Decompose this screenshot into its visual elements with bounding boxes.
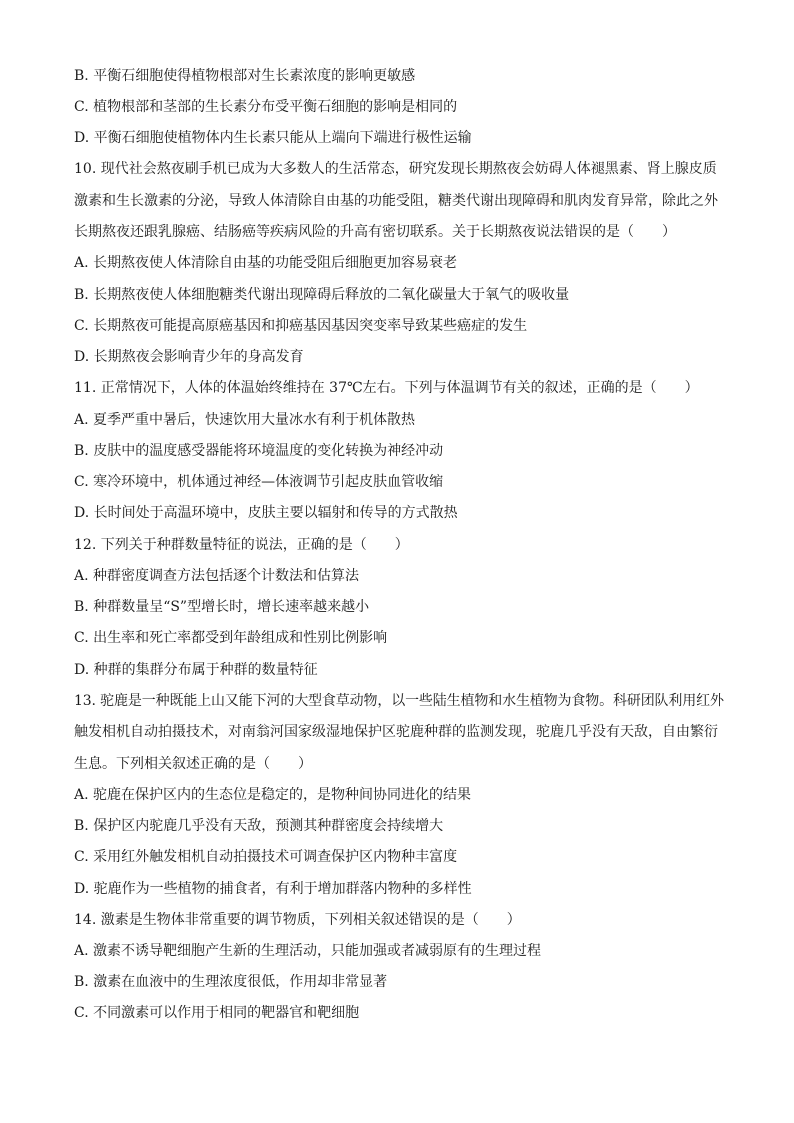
text-line: D. 长时间处于高温环境中，皮肤主要以辐射和传导的方式散热 (74, 505, 458, 521)
text-line: C. 长期熬夜可能提高原癌基因和抑癌基因基因突变率导致某些癌症的发生 (74, 318, 528, 334)
text-line: 激素和生长激素的分泌，导致人体清除自由基的功能受阻，糖类代谢出现障碍和肌肉发育异常，除此之外 (74, 193, 718, 209)
text-line: C. 植物根部和茎部的生长素分布受平衡石细胞的影响是相同的 (74, 99, 458, 115)
text-line: 触发相机自动拍摄技术，对南翁河国家级湿地保护区驼鹿种群的监测发现，驼鹿几乎没有天敌，自由繁衍 (74, 724, 718, 740)
text-line: C. 寒冷环境中，机体通过神经—体液调节引起皮肤血管收缩 (74, 474, 444, 490)
text-line: 10. 现代社会熬夜刷手机已成为大多数人的生活常态，研究发现长期熬夜会妨碍人体褪黑素、肾上腺皮质 (74, 161, 717, 177)
text-line: B. 皮肤中的温度感受器能将环境温度的变化转换为神经冲动 (74, 443, 444, 459)
text-line: 14. 激素是生物体非常重要的调节物质，下列相关叙述错误的是（ ） (74, 912, 521, 928)
text-line: A. 夏季严重中暑后，快速饮用大量冰水有利于机体散热 (74, 412, 416, 428)
text-line: D. 平衡石细胞使植物体内生长素只能从上端向下端进行极性运输 (74, 130, 472, 146)
text-line: A. 种群密度调查方法包括逐个计数法和估算法 (74, 568, 360, 584)
text-line: B. 保护区内驼鹿几乎没有天敌，预测其种群密度会持续增大 (74, 818, 444, 834)
text-line: 12. 下列关于种群数量特征的说法，正确的是（ ） (74, 537, 409, 553)
text-line: 11. 正常情况下，人体的体温始终维持在 37℃左右。下列与体温调节有关的叙述，正确的是（ ） (74, 380, 699, 396)
text-line: C. 不同激素可以作用于相同的靶器官和靶细胞 (74, 1005, 360, 1021)
text-line: D. 长期熬夜会影响青少年的身高发育 (74, 349, 304, 365)
text-line: 13. 驼鹿是一种既能上山又能下河的大型食草动物，以一些陆生植物和水生植物为食物。科研团队利用红外 (74, 693, 724, 709)
text-line: C. 出生率和死亡率都受到年龄组成和性别比例影响 (74, 630, 388, 646)
text-line: B. 长期熬夜使人体细胞糖类代谢出现障碍后释放的二氧化碳量大于氧气的吸收量 (74, 287, 570, 303)
text-line: C. 采用红外触发相机自动拍摄技术可调查保护区内物种丰富度 (74, 849, 458, 865)
text-line: D. 种群的集群分布属于种群的数量特征 (74, 662, 318, 678)
text-line: 生息。下列相关叙述正确的是（ ） (74, 756, 312, 772)
text-line: A. 长期熬夜使人体清除自由基的功能受阻后细胞更加容易衰老 (74, 255, 458, 271)
text-line: B. 平衡石细胞使得植物根部对生长素浓度的影响更敏感 (74, 68, 416, 84)
text-line: A. 驼鹿在保护区内的生态位是稳定的，是物种间协同进化的结果 (74, 787, 472, 803)
text-line: A. 激素不诱导靶细胞产生新的生理活动，只能加强或者减弱原有的生理过程 (74, 943, 542, 959)
text-line: D. 驼鹿作为一些植物的捕食者，有利于增加群落内物种的多样性 (74, 881, 472, 897)
text-line: B. 种群数量呈“S”型增长时，增长速率越来越小 (74, 599, 370, 615)
text-line: B. 激素在血液中的生理浓度很低，作用却非常显著 (74, 974, 388, 990)
text-line: 长期熬夜还跟乳腺癌、结肠癌等疾病风险的升高有密切联系。关于长期熬夜说法错误的是（ ） (74, 224, 676, 240)
